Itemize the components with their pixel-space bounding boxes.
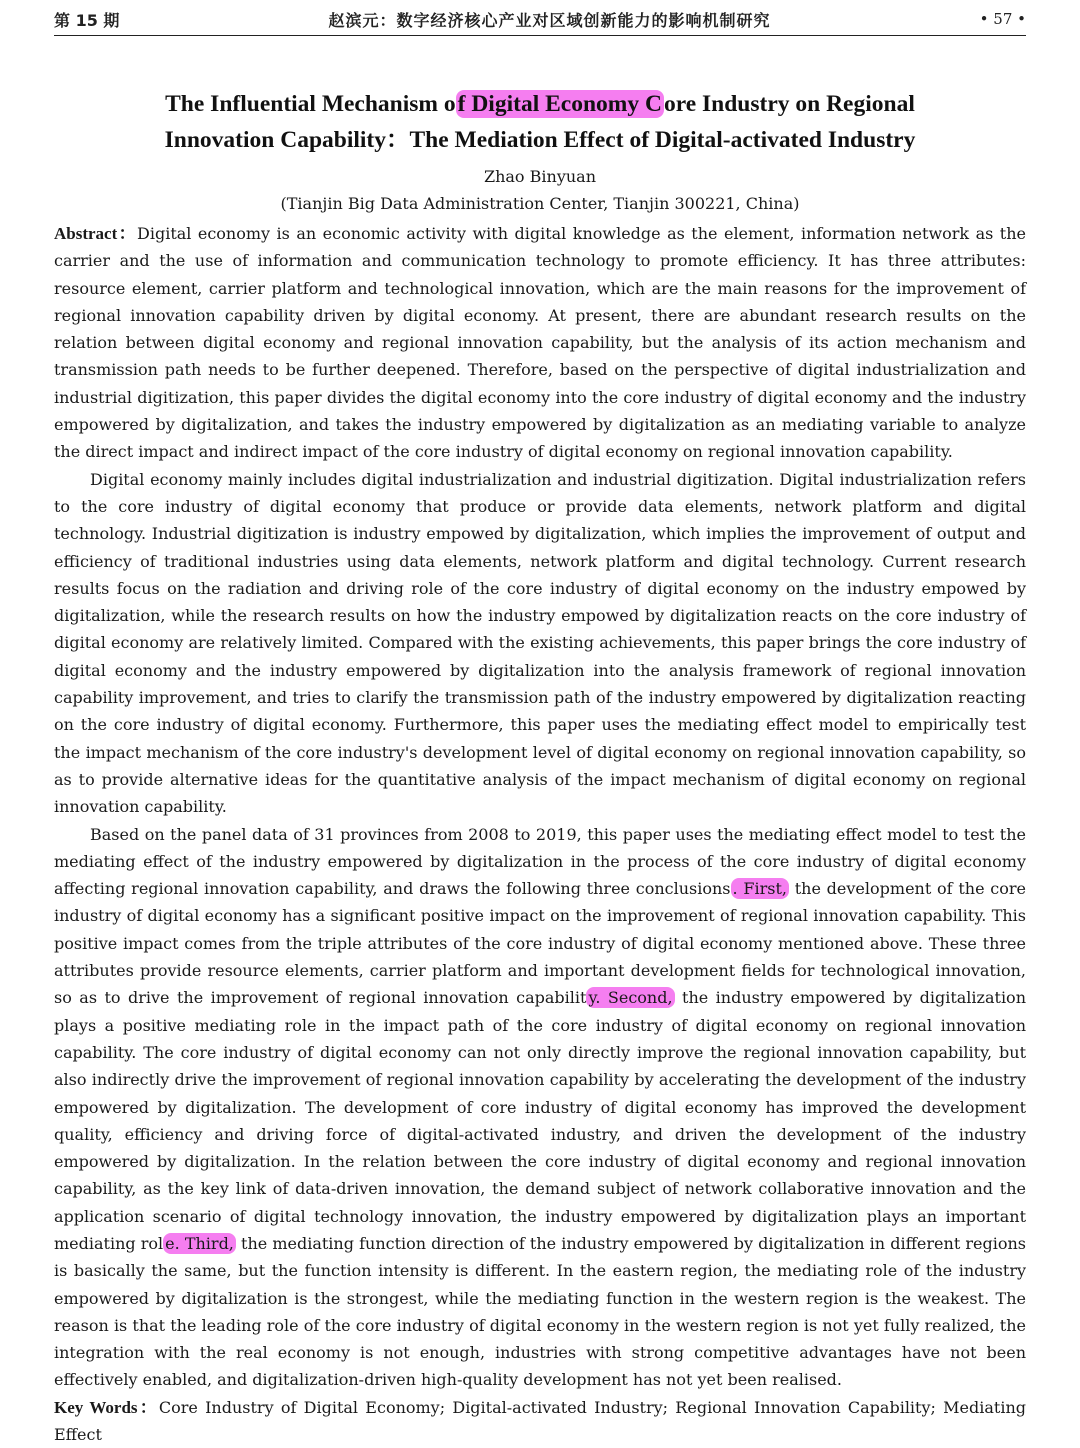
- highlight-mark: f Digital Economy C: [457, 91, 662, 117]
- body-text: [54, 220, 1026, 1448]
- highlight-first: . First,: [732, 879, 787, 899]
- abstract-text: Digital economy is an economic activity with digital knowledge as the element, information network as the carrier and the use of information and communication technology to promote efficiency. It has three attributes: resource element, carrier platform and technological innovation, which are the main reasons for the improvement of regional innovation capability driven by digital economy. At present, there are abundant research results on the relation between digital economy and regional innovation capability, but the analysis of its action mechanism and transmission path needs to be further deepened. Therefore, based on the perspective of digital industrialization and industrial digitization, this paper divides the digital economy into the core industry of digital economy and the industry empowered by digitalization, and takes the industry empowered by digitalization as an mediating variable to analyze the direct impact and indirect impact of the core industry of digital economy on regional innovation capability.: [54, 224, 1026, 462]
- highlight-second: y. Second,: [588, 988, 673, 1008]
- title-line-2: Innovation Capability：The Mediation Effect of Digital-activated Industry: [164, 127, 916, 153]
- page-number: • 57 •: [979, 10, 1026, 28]
- running-head-title: 赵滨元：数字经济核心产业对区域创新能力的影响机制研究: [328, 10, 771, 30]
- keywords-text: Core Industry of Digital Economy; Digital-activated Industry; Regional Innovation Capability; Mediating Effect: [54, 1397, 1027, 1445]
- title-text: ore Industry on Regional: [663, 91, 915, 117]
- title-line-1: [54, 86, 1026, 122]
- conclusions-text: the industry empowered by digitalization plays a positive mediating role in the impact path of the core industry of digital economy on regional innovation capability. The core industry of digital economy can not only directly improve the regional innovation capability, but also indirectly drive the improvement of regional innovation capability by accelerating the development of the industry empowered by digitalization. The development of core industry of digital economy has improved the development quality, efficiency and driving force of digital-activated industry, and driven the development of the industry empowered by digitalization. In the relation between the core industry of digital economy and regional innovation capability, as the key link of data-driven innovation, the demand subject of network collaborative innovation and the application scenario of digital technology innovation, the industry empowered by digitalization plays an important mediating rol: [54, 988, 1026, 1253]
- conclusions-text: the development of the core industry of digital economy has a significant positive impact on the improvement of regional innovation capability. This positive impact comes from the triple attributes of the core industry of digital economy mentioned above. These three attributes provide resource elements, carrier platform and important development fields for technological innovation, so as to drive the improvement of regional innovation capabilit: [54, 879, 1027, 1008]
- abstract-label: Abstract：: [54, 224, 138, 243]
- conclusions-text: the mediating function direction of the industry empowered by digitalization in different regions is basically the same, but the function intensity is different. In the eastern region, the mediating role of the industry empowered by digitalization is the strongest, while the mediating function in the western region is the weakest. The reason is that the leading role of the core industry of digital economy in the western region is not yet fully realized, the integration with the real economy is not enough, industries with strong competitive advantages have not been effectively enabled, and digitalization-driven high-quality development has not yet been realised.: [54, 1233, 1026, 1390]
- highlight-third: e. Third,: [165, 1233, 234, 1253]
- header-rule: [54, 35, 1026, 36]
- paragraph-conclusions: [54, 821, 1026, 1394]
- author-name: Zhao Binyuan: [483, 167, 597, 186]
- abstract-paragraph: [54, 220, 1026, 466]
- running-head: [54, 6, 1026, 32]
- keywords-label: Key Words：: [54, 1397, 159, 1417]
- paragraph-digital-economy: Digital economy mainly includes digital industrialization and industrial digitization. Digital industrialization refers to the core industry of digital economy that produce or provide data elements, network platform and digital technology. Industrial digitization is industry empowed by digitalization, which implies the improvement of output and efficiency of traditional industries using data elements, network platform and digital technology. Current research results focus on the radiation and driving role of the core industry of digital economy on the industry empowed by digitalization, while the research results on how the industry empowed by digitalization reacts on the core industry of digital economy are relatively limited. Compared with the existing achievements, this paper brings the core industry of digital economy and the industry empowered by digitalization into the analysis framework of regional innovation capability improvement, and tries to clarify the transmission path of the industry empowered by digitalization reacting on the core industry of digital economy. Furthermore, this paper uses the mediating effect model to empirically test the impact mechanism of the core industry's development level of digital economy on regional innovation capability, so as to provide alternative ideas for the quantitative analysis of the impact mechanism of digital economy on regional innovation capability.: [54, 469, 1026, 817]
- conclusions-text: Based on the panel data of 31 provinces from 2008 to 2019, this paper uses the mediating effect model to test the mediating effect of the industry empowered by digitalization in the process of the core industry of digital economy affecting regional innovation capability, and draws the following three conclusions: [54, 824, 1026, 899]
- title-text: The Influential Mechanism o: [165, 91, 456, 117]
- issue-number: 第 15 期: [54, 10, 120, 30]
- paper-title: [54, 86, 1026, 158]
- author-affiliation: (Tianjin Big Data Administration Center, Tianjin 300221, China): [280, 194, 800, 213]
